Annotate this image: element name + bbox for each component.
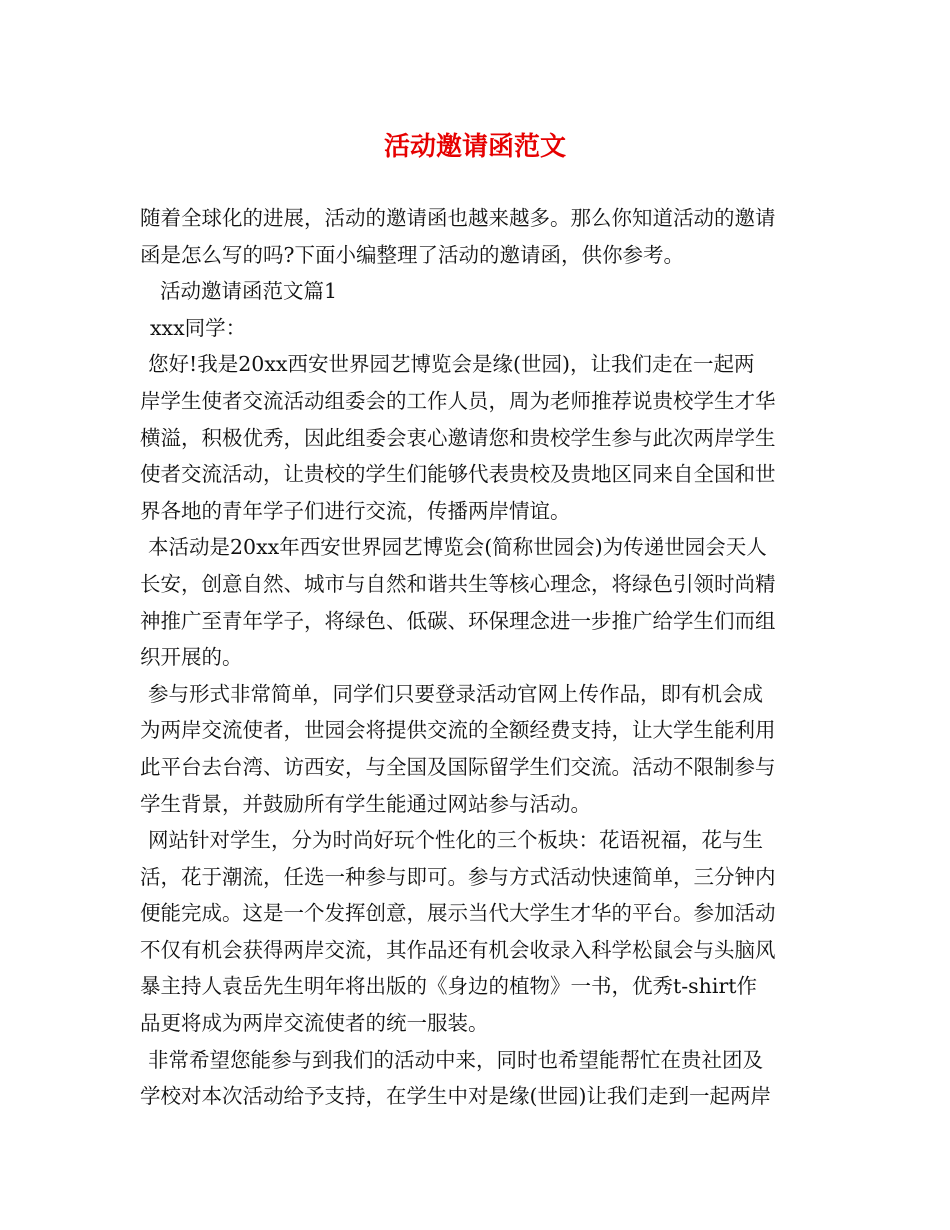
paragraph-3-line-2: 为两岸交流使者，世园会将提供交流的全额经费支持，让大学生能利用 bbox=[140, 718, 776, 743]
paragraph-1-line-1: 您好!我是20xx西安世界园艺博览会是缘(世园)，让我们走在一起两 bbox=[148, 352, 755, 377]
paragraph-2-line-4: 织开展的。 bbox=[140, 645, 243, 670]
paragraph-4-line-1: 网站针对学生，分为时尚好玩个性化的三个板块：花语祝福，花与生 bbox=[148, 828, 763, 853]
paragraph-1-line-4: 使者交流活动，让贵校的学生们能够代表贵校及贵地区同来自全国和世 bbox=[140, 462, 776, 487]
paragraph-5-line-2: 学校对本次活动给予支持，在学生中对是缘(世园)让我们走到一起两岸 bbox=[140, 1084, 771, 1109]
paragraph-4-line-4: 不仅有机会获得两岸交流，其作品还有机会收录入科学松鼠会与头脑风 bbox=[140, 937, 776, 962]
intro-line-2: 函是怎么写的吗?下面小编整理了活动的邀请函，供你参考。 bbox=[140, 242, 684, 267]
paragraph-3-line-3: 此平台去台湾、访西安，与全国及国际留学生们交流。活动不限制参与 bbox=[140, 754, 776, 779]
paragraph-2-line-1: 本活动是20xx年西安世界园艺博览会(简称世园会)为传递世园会天人 bbox=[148, 535, 767, 560]
paragraph-4-line-2: 活，花于潮流，任选一种参与即可。参与方式活动快速简单，三分钟内 bbox=[140, 864, 776, 889]
document-body bbox=[140, 200, 820, 1115]
paragraph-4-line-6: 品更将成为两岸交流使者的统一服装。 bbox=[140, 1011, 489, 1036]
paragraph-3-line-4: 学生背景，并鼓励所有学生能通过网站参与活动。 bbox=[140, 791, 591, 816]
intro-line-1: 随着全球化的进展，活动的邀请函也越来越多。那么你知道活动的邀请 bbox=[140, 206, 776, 230]
paragraph-4-line-5: 暴主持人袁岳先生明年将出版的《身边的植物》一书，优秀t-shirt作 bbox=[140, 974, 757, 999]
paragraph-1-line-5: 界各地的青年学子们进行交流，传播两岸情谊。 bbox=[140, 498, 571, 523]
paragraph-4-line-3: 便能完成。这是一个发挥创意，展示当代大学生才华的平台。参加活动 bbox=[140, 901, 776, 926]
paragraph-1-line-3: 横溢，积极优秀，因此组委会衷心邀请您和贵校学生参与此次两岸学生 bbox=[140, 425, 776, 450]
document-title: 活动邀请函范文 bbox=[383, 132, 566, 162]
section-heading: 活动邀请函范文篇1 bbox=[160, 279, 338, 304]
paragraph-1-line-2: 岸学生使者交流活动组委会的工作人员，周为老师推荐说贵校学生才华 bbox=[140, 388, 776, 413]
paragraph-2-line-3: 神推广至青年学子，将绿色、低碳、环保理念进一步推广给学生们而组 bbox=[140, 608, 776, 633]
paragraph-2-line-2: 长安，创意自然、城市与自然和谐共生等核心理念，将绿色引领时尚精 bbox=[140, 571, 776, 596]
paragraph-3-line-1: 参与形式非常简单，同学们只要登录活动官网上传作品，即有机会成 bbox=[148, 681, 763, 706]
paragraph-5-line-1: 非常希望您能参与到我们的活动中来，同时也希望能帮忙在贵社团及 bbox=[148, 1047, 763, 1072]
salutation: xxx同学： bbox=[150, 315, 247, 340]
